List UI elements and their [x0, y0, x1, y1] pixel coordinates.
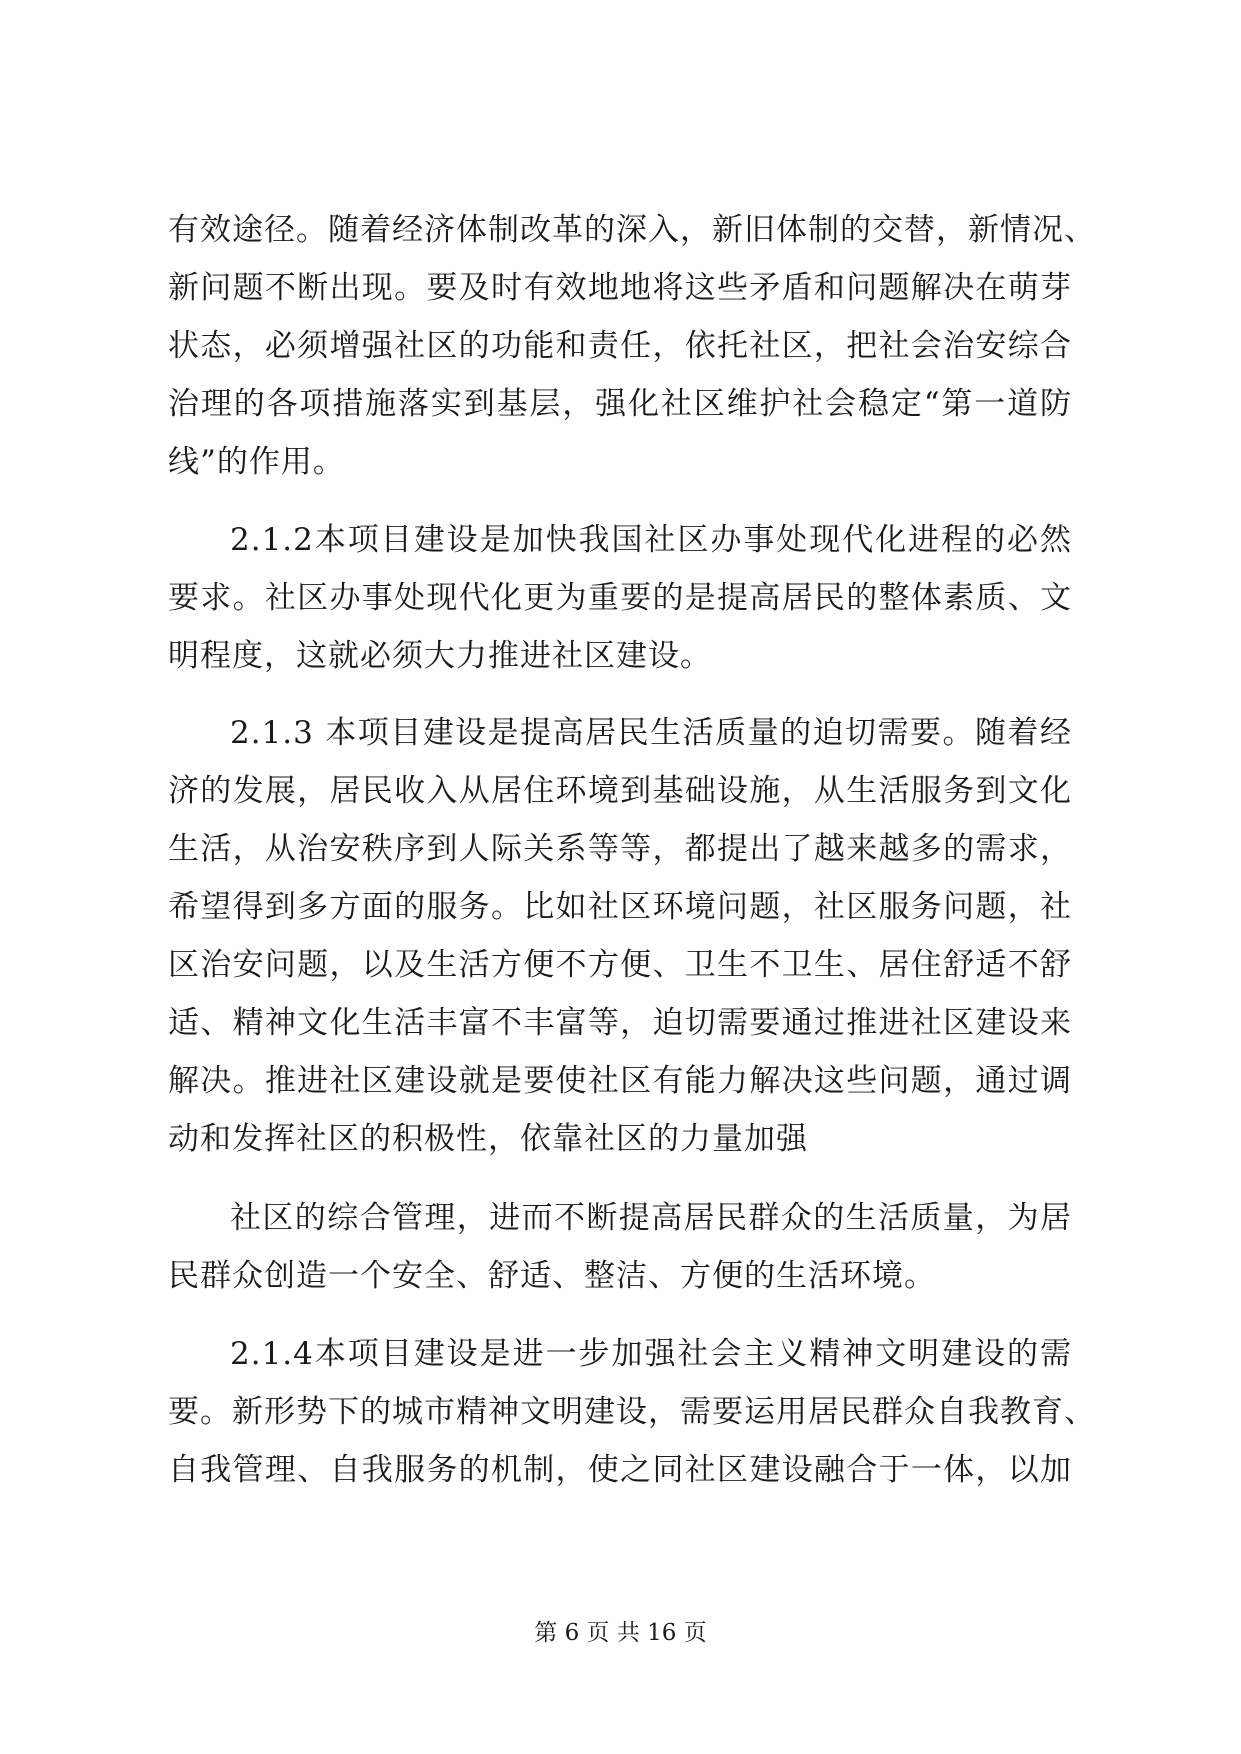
- text-line: 线”的作用。: [168, 444, 345, 480]
- text-line: 自我管理、自我服务的机制，使之同社区建设融合于一体，以加: [168, 1452, 1072, 1488]
- text-line: 生活，从治安秩序到人际关系等等，都提出了越来越多的需求，: [168, 831, 1072, 867]
- text-line: 济的发展，居民收入从居住环境到基础设施，从生活服务到文化: [168, 773, 1072, 809]
- text-line: 有效途径。随着经济体制改革的深入，新旧体制的交替，新情况、: [168, 212, 1096, 248]
- text-line: 状态，必须增强社区的功能和责任，依托社区，把社会治安综合: [168, 328, 1072, 364]
- text-line: 明程度，这就必须大力推进社区建设。: [168, 638, 712, 674]
- text-line: 2.1.3 本项目建设是提高居民生活质量的迫切需要。随着经: [230, 715, 1072, 751]
- page-number-footer: 第 6 页 共 16 页: [534, 1620, 707, 1646]
- text-line: 适、精神文化生活丰富不丰富等，迫切需要通过推进社区建设来: [168, 1005, 1072, 1041]
- text-line: 社区的综合管理，进而不断提高居民群众的生活质量，为居: [230, 1200, 1072, 1236]
- text-line: 2.1.2本项目建设是加快我国社区办事处现代化进程的必然: [230, 522, 1072, 558]
- text-line: 2.1.4本项目建设是进一步加强社会主义精神文明建设的需: [230, 1336, 1072, 1372]
- text-line: 区治安问题，以及生活方便不方便、卫生不卫生、居住舒适不舒: [168, 947, 1072, 983]
- text-line: 解决。推进社区建设就是要使社区有能力解决这些问题，通过调: [168, 1063, 1072, 1099]
- text-line: 要求。社区办事处现代化更为重要的是提高居民的整体素质、文: [168, 580, 1072, 616]
- text-line: 希望得到多方面的服务。比如社区环境问题，社区服务问题，社: [168, 889, 1072, 925]
- text-line: 民群众创造一个安全、舒适、整洁、方便的生活环境。: [168, 1258, 936, 1294]
- text-line: 动和发挥社区的积极性，依靠社区的力量加强: [168, 1121, 808, 1157]
- text-line: 治理的各项措施落实到基层，强化社区维护社会稳定“第一道防: [168, 386, 1072, 422]
- text-line: 新问题不断出现。要及时有效地地将这些矛盾和问题解决在萌芽: [168, 270, 1072, 306]
- text-line: 要。新形势下的城市精神文明建设，需要运用居民群众自我教育、: [168, 1394, 1096, 1430]
